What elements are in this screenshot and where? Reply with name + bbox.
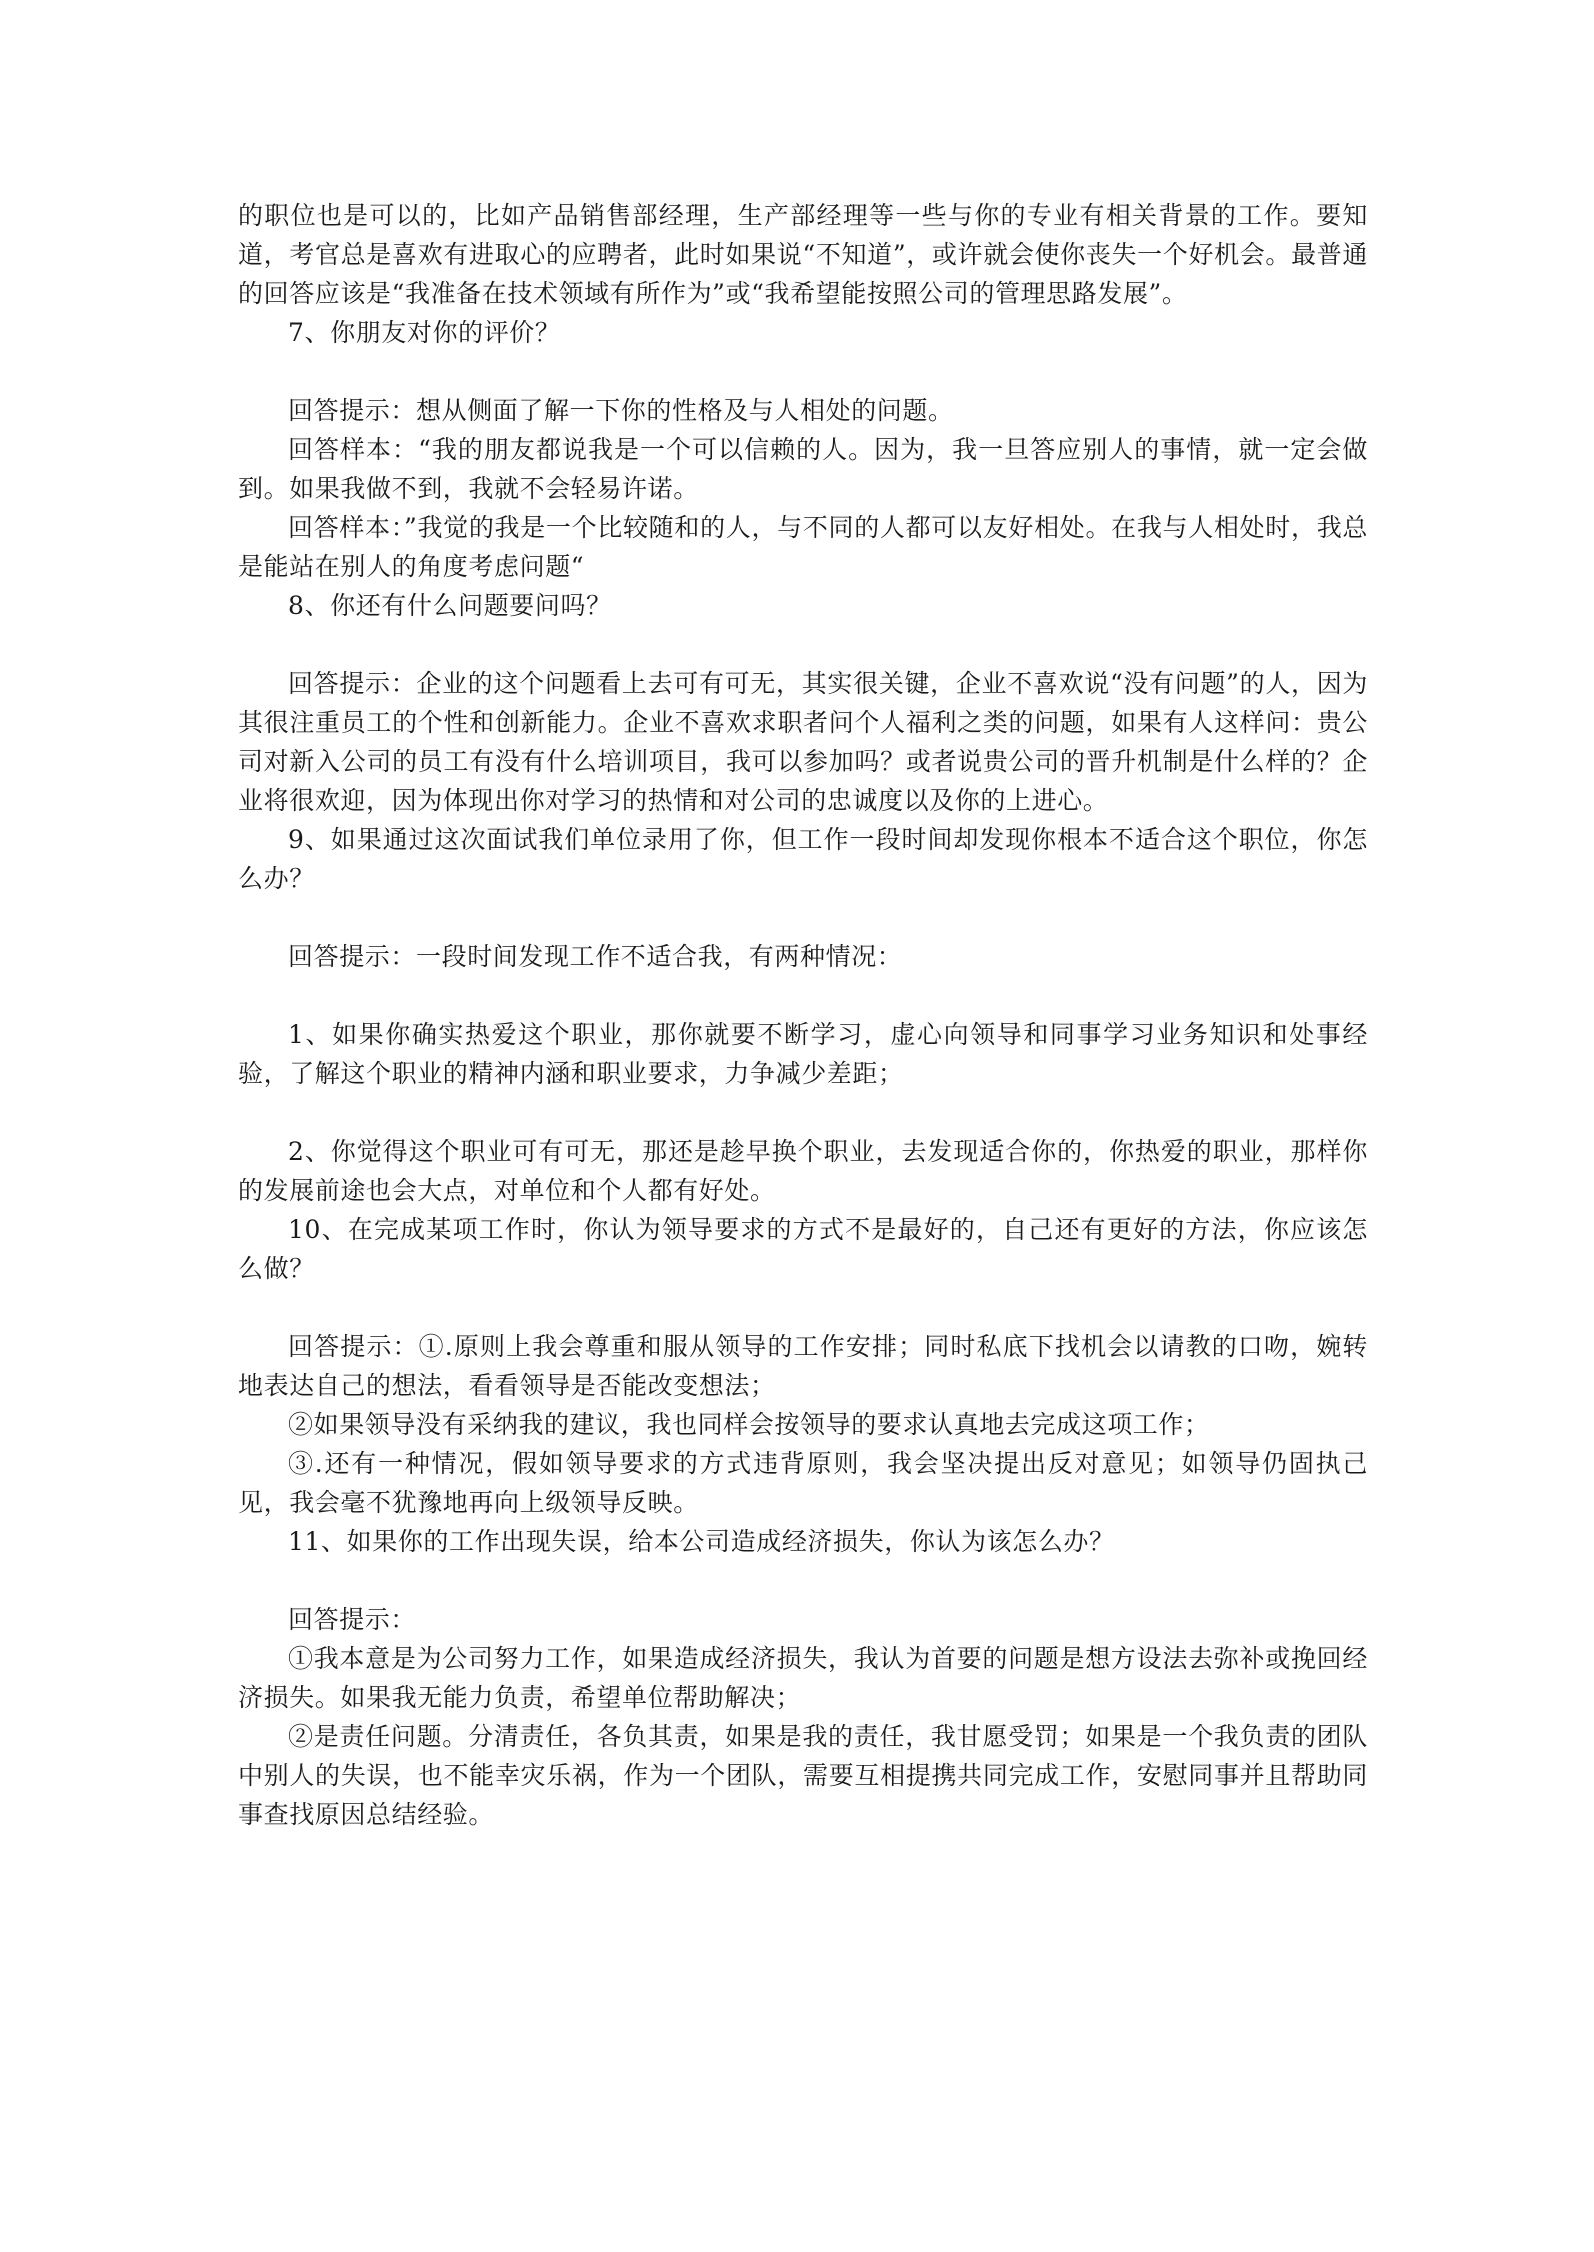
question-8: 8、你还有什么问题要问吗？ [288, 591, 612, 620]
document-body [238, 196, 1368, 1834]
answer-hint-11: 回答提示： [288, 1605, 417, 1634]
answer-sample-7b: 回答样本：”我觉的我是一个比较随和的人，与不同的人都可以友好相处。在我与人相处时，我总是能站在别人的角度考虑问题“ [238, 513, 1368, 581]
answer-sample-7a: 回答样本：“我的朋友都说我是一个可以信赖的人。因为，我一旦答应别人的事情，就一定会做到。如果我做不到，我就不会轻易许诺。 [238, 435, 1368, 503]
answer-hint-10-point-1: 回答提示：①.原则上我会尊重和服从领导的工作安排；同时私底下找机会以请教的口吻，婉转地表达自己的想法，看看领导是否能改变想法； [238, 1332, 1368, 1400]
question-10: 10、在完成某项工作时，你认为领导要求的方式不是最好的，自己还有更好的方法，你应该怎么做？ [238, 1215, 1368, 1283]
answer-11-point-1: ①我本意是为公司努力工作，如果造成经济损失，我认为首要的问题是想方设法去弥补或挽回经济损失。如果我无能力负责，希望单位帮助解决； [238, 1644, 1368, 1712]
answer-10-point-3: ③.还有一种情况，假如领导要求的方式违背原则，我会坚决提出反对意见；如领导仍固执己见，我会毫不犹豫地再向上级领导反映。 [238, 1449, 1368, 1517]
paragraph-continuation: 的职位也是可以的，比如产品销售部经理，生产部经理等一些与你的专业有相关背景的工作。要知道，考官总是喜欢有进取心的应聘者，此时如果说“不知道”，或许就会使你丧失一个好机会。最普通的回答应该是“我准备在技术领域有所作为”或“我希望能按照公司的管理思路发展”。 [238, 201, 1368, 308]
question-7: 7、你朋友对你的评价？ [288, 318, 561, 347]
question-9: 9、如果通过这次面试我们单位录用了你，但工作一段时间却发现你根本不适合这个职位，你怎么办？ [238, 825, 1368, 893]
answer-9-case-1: 1、如果你确实热爱这个职业，那你就要不断学习，虚心向领导和同事学习业务知识和处事经验，了解这个职业的精神内涵和职业要求，力争减少差距； [238, 1020, 1368, 1088]
answer-9-case-2: 2、你觉得这个职业可有可无，那还是趁早换个职业，去发现适合你的，你热爱的职业，那样你的发展前途也会大点，对单位和个人都有好处。 [238, 1137, 1368, 1205]
question-11: 11、如果你的工作出现失误，给本公司造成经济损失，你认为该怎么办？ [288, 1527, 1115, 1556]
answer-hint-9: 回答提示：一段时间发现工作不适合我，有两种情况： [288, 942, 903, 971]
answer-11-point-2: ②是责任问题。分清责任，各负其责，如果是我的责任，我甘愿受罚；如果是一个我负责的团队中别人的失误，也不能幸灾乐祸，作为一个团队，需要互相提携共同完成工作，安慰同事并且帮助同事查找原因总结经验。 [238, 1722, 1368, 1829]
answer-hint-8: 回答提示：企业的这个问题看上去可有可无，其实很关键，企业不喜欢说“没有问题”的人，因为其很注重员工的个性和创新能力。企业不喜欢求职者问个人福利之类的问题，如果有人这样问：贵公司对新入公司的员工有没有什么培训项目，我可以参加吗？或者说贵公司的晋升机制是什么样的？企业将很欢迎，因为体现出你对学习的热情和对公司的忠诚度以及你的上进心。 [238, 669, 1368, 815]
answer-hint-7: 回答提示：想从侧面了解一下你的性格及与人相处的问题。 [288, 396, 954, 425]
answer-10-point-2: ②如果领导没有采纳我的建议，我也同样会按领导的要求认真地去完成这项工作； [288, 1410, 1210, 1439]
